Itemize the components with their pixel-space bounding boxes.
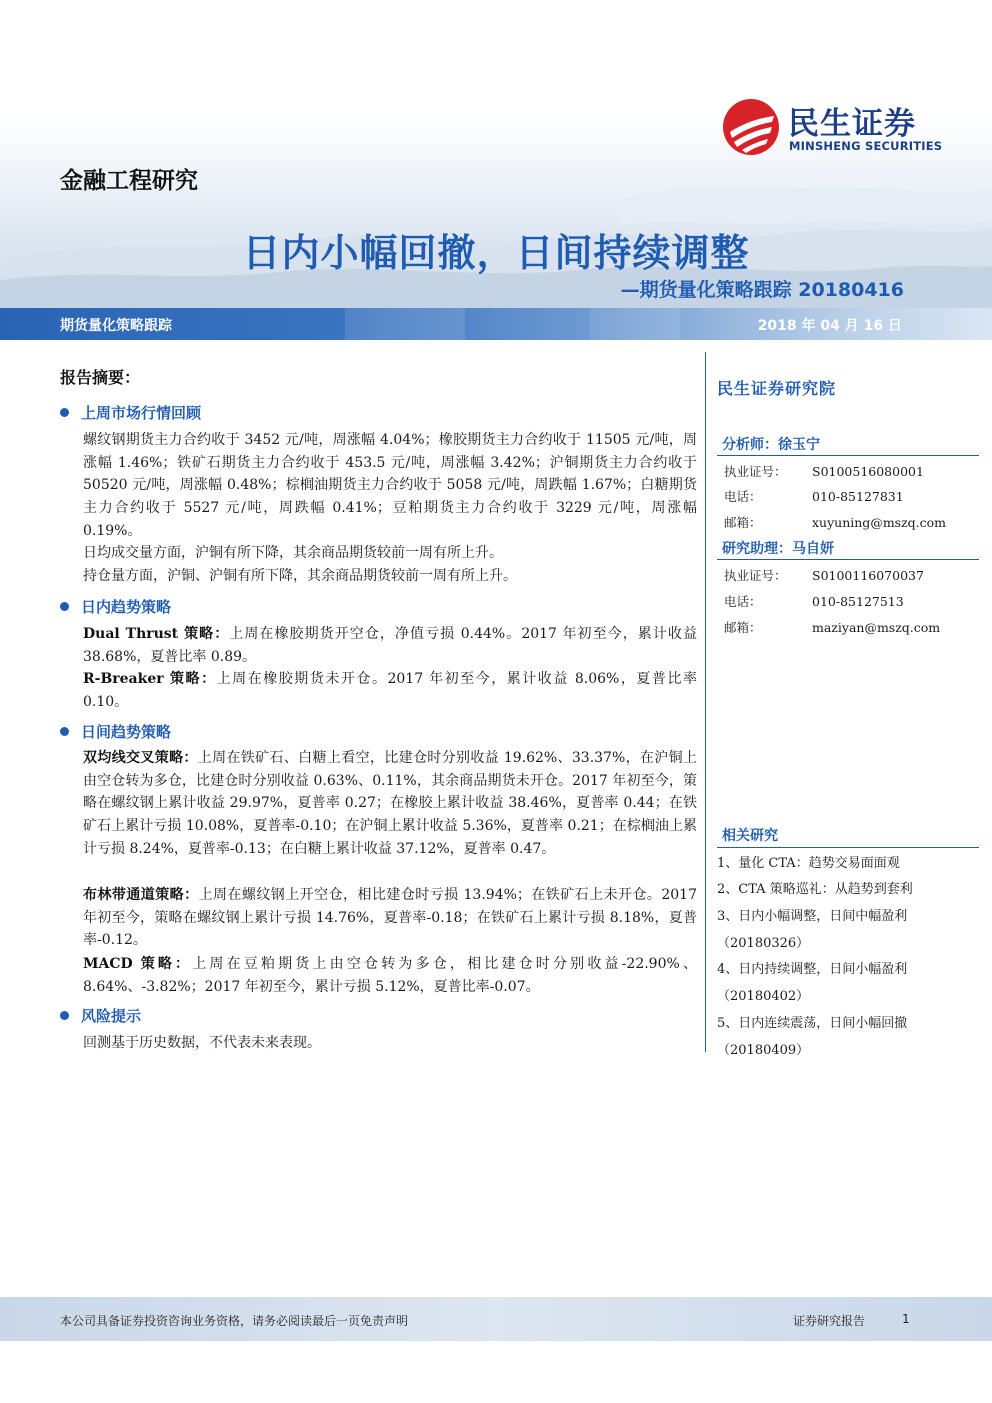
market-review-text: 螺纹钢期货主力合约收于 3452 元/吨，周涨幅 4.04%；橡胶期货主力合约收于 11505 元/吨，周涨幅 1.46%；铁矿石期货主力合约收于 453.5 元/吨，周涨幅 3.42%；沪铜期货主力合约收于 50520 元/吨，周涨幅 0.48%；棕榈油期货主力合约收于 5058 元/吨，周跌幅 1.67%；白糖期货主力合约收于 5527 元/吨，周跌幅 0.41%；豆粕期货主力合约收于 3229 元/吨，周涨幅 0.19%。 — [83, 432, 697, 539]
section-heading-interday: 日间趋势策略 — [60, 721, 171, 742]
title-band — [0, 308, 992, 340]
bullet-icon — [60, 602, 69, 611]
related-item: 3、日内小幅调整，日间中幅盈利（20180326） — [717, 909, 908, 951]
report-date: 2018 年 04 月 16 日 — [757, 318, 902, 334]
analyst-rule — [717, 455, 979, 456]
assistant-email: 邮箱： maziyan@mszq.com — [724, 620, 941, 635]
section-heading-market-review: 上周市场行情回顾 — [60, 402, 201, 423]
related-item: 5、日内连续震荡，日间小幅回撤（20180409） — [717, 1016, 908, 1058]
dual-ma-text: 双均线交叉策略：上周在铁矿石、白糖上看空，比建仓时分别收益 19.62%、33.37%，在沪铜上由空仓转为多仓，比建仓时分别收益 0.63%、0.11%，其余商品期货未开仓。2017 年初至今，策略在螺纹钢上累计收益 29.97%，夏普率 0.27；在橡胶上累计收益 38.46%，夏普率 0.44；在铁矿石上累计亏损 10.08%，夏普率-0.10；在沪铜上累计收益 5.36%，夏普率 0.21；在棕榈油上累计亏损 8.24%，夏普率-0.13；在白糖上累计收益 37.12%，夏普率 0.47。 — [83, 750, 697, 857]
column-divider — [705, 352, 706, 1052]
open-interest-text: 持仓量方面，沪铜、沪铜有所下降，其余商品期货较前一周有所上升。 — [83, 568, 517, 584]
related-item: 1、量化 CTA：趋势交易面面观 — [717, 856, 900, 871]
bullet-icon — [60, 1011, 69, 1020]
footer-doc-type: 证券研究报告 — [793, 1314, 866, 1328]
related-item: 4、日内持续调整，日间小幅盈利（20180402） — [717, 962, 908, 1004]
macd-text: MACD 策略：上周在豆粕期货上由空仓转为多仓，相比建仓时分别收益-22.90%、8.64%、-3.82%；2017 年初至今，累计亏损 5.12%，夏普比率-0.07。 — [83, 956, 697, 995]
abstract-title: 报告摘要： — [60, 368, 141, 387]
r-breaker-text: R-Breaker 策略：上周在橡胶期货未开仓。2017 年初至今，累计收益 8.06%，夏普比率 0.10。 — [83, 671, 697, 710]
bollinger-text: 布林带通道策略：上周在螺纹钢上开空仓，相比建仓时亏损 13.94%；在铁矿石上未开仓。2017 年初至今，策略在螺纹钢上累计亏损 14.76%，夏普率-0.18；在铁矿石上累计亏损 8.18%，夏普率-0.12。 — [83, 887, 697, 949]
brand-logo — [722, 98, 962, 158]
brand-name-cn: 民生证券 — [788, 106, 916, 142]
assistant-rule — [717, 559, 979, 560]
section-heading-risk: 风险提示 — [60, 1005, 141, 1026]
dual-thrust-text: Dual Thrust 策略：上周在橡胶期货开空仓，净值亏损 0.44%。2017 年初至今，累计收益 38.68%，夏普比率 0.89。 — [83, 626, 697, 665]
page-number: 1 — [902, 1312, 910, 1326]
related-item: 2、CTA 策略巡礼：从趋势到套利 — [717, 882, 913, 897]
volume-text: 日均成交量方面，沪铜有所下降，其余商品期货较前一周有所上升。 — [83, 545, 503, 561]
analyst-heading: 分析师：徐玉宁 — [722, 437, 820, 453]
header-hero — [0, 0, 992, 310]
bullet-icon — [60, 408, 69, 417]
report-title: 日内小幅回撤，日间持续调整 — [242, 231, 750, 275]
analyst-phone: 电话： 010-85127831 — [724, 489, 904, 504]
analyst-email: 邮箱： xuyuning@mszq.com — [724, 515, 947, 530]
report-subtitle: —期货量化策略跟踪 20180416 — [620, 279, 904, 301]
page-footer — [0, 1297, 992, 1341]
assistant-phone: 电话： 010-85127513 — [724, 594, 904, 609]
assistant-license: 执业证号： S0100116070037 — [724, 568, 924, 583]
related-research-heading: 相关研究 — [722, 828, 778, 844]
section-heading-intraday: 日内趋势策略 — [60, 596, 171, 617]
series-name: 期货量化策略跟踪 — [60, 318, 172, 334]
institute-name: 民生证券研究院 — [717, 379, 837, 398]
department-label: 金融工程研究 — [60, 168, 198, 194]
bullet-icon — [60, 727, 69, 736]
brand-logo-icon — [722, 98, 780, 156]
analyst-license: 执业证号： S0100516080001 — [724, 464, 924, 479]
footer-disclaimer: 本公司具备证券投资咨询业务资格，请务必阅读最后一页免责声明 — [60, 1314, 409, 1328]
assistant-heading: 研究助理：马自妍 — [722, 541, 834, 557]
related-rule — [717, 847, 979, 848]
risk-text: 回测基于历史数据，不代表未来表现。 — [83, 1035, 321, 1051]
brand-name-en: MINSHENG SECURITIES — [789, 139, 943, 153]
